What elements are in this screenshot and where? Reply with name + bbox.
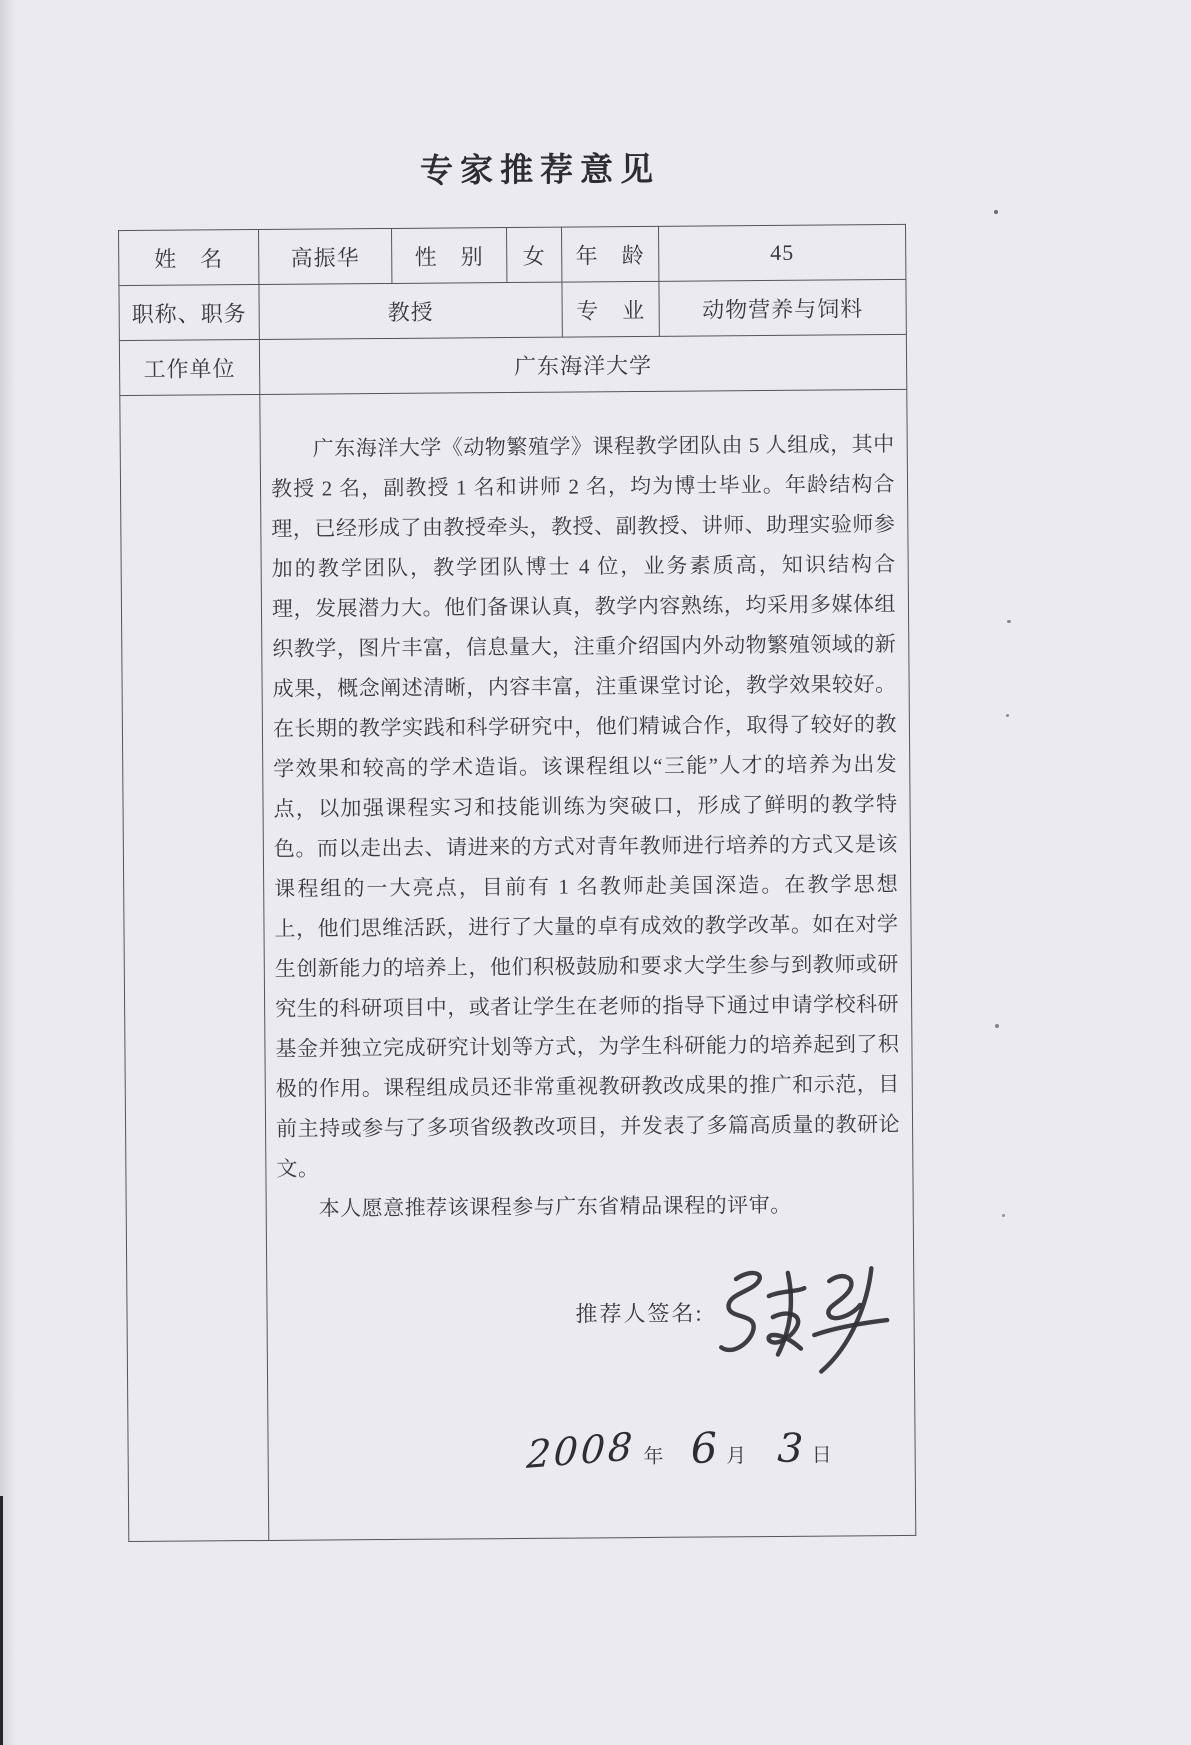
date-day-unit: 日 [811,1444,833,1467]
scan-speck [1007,620,1011,623]
date-year-value: 2008 [525,1424,637,1477]
date-month-unit: 月 [726,1445,748,1468]
major-value-cell: 动物营养与饲料 [659,279,906,336]
opinion-body-cell [260,389,916,1540]
recommendation-form-table [118,224,916,1542]
age-label-cell: 年 龄 [562,226,659,282]
date-row [278,1422,902,1476]
scan-speck [1002,1214,1005,1217]
work-unit-label-cell: 工作单位 [119,339,259,395]
signature-label: 推荐人签名: [575,1300,704,1327]
opinion-paragraph-2: 本人愿意推荐该课程参与广东省精品课程的评审。 [318,1192,792,1221]
age-value-cell: 45 [658,224,905,281]
row-opinion-body [120,389,916,1541]
scan-speck [1006,714,1009,717]
row-title-major [119,279,906,340]
major-label-cell: 专 业 [562,281,659,337]
work-unit-value-cell: 广东海洋大学 [259,334,906,394]
row-name-gender-age [119,224,906,285]
name-label-cell: 姓 名 [119,229,259,285]
scan-edge-shadow [0,0,16,1745]
scan-speck [994,210,998,214]
signature-row [277,1266,902,1357]
scan-speck [995,1024,999,1028]
scan-edge-strip [0,1496,3,1745]
opinion-paragraph-1: 广东海洋大学《动物繁殖学》课程教学团队由 5 人组成，其中教授 2 名，副教授 1 名和讲师 2 名，均为博士毕业。年龄结构合理，已经形成了由教授牵头，教授、副教授、讲师、助理实验师参加的教学团队，教学团队博士 4 位，业务素质高，知识结构合理，发展潜力大。他们备课认真，教学内容熟练，均采用多媒体组织教学，图片丰富，信息量大，注重介绍国内外动物繁殖领域的新成果，概念阐述清晰，内容丰富，注重课堂讨论，教学效果较好。在长期的教学实践和科学研究中，他们精诚合作，取得了较好的教学效果和较高的学术造诣。该课程组以“三能”人才的培养为出发点，以加强课程实习和技能训练为突破口，形成了鲜明的教学特色。而以走出去、请进来的方式对青年教师进行培养的方式又是该课程组的一大亮点，目前有 1 名教师赴美国深造。在教学思想上，他们思维活跃，进行了大量的卓有成效的教学改革。如在对学生创新能力的培养上，他们积极鼓励和要求大学生参与到教师或研究生的科研项目中，或者让学生在老师的指导下通过申请学校科研基金并独立完成研究计划等方式，为学生科研能力的培养起到了积极的作用。课程组成员还非常重视教研教改成果的推广和示范，目前主持或参与了多项省级教改项目，并发表了多篇高质量的教研论文。 [270,432,901,1181]
signature-handwriting [707,1260,900,1382]
date-month-value: 6 [689,1422,720,1474]
title-position-label-cell: 职称、职务 [119,284,259,340]
row-work-unit [119,334,906,395]
date-day-value: 3 [776,1425,805,1473]
gender-label-cell: 性 别 [392,228,507,284]
date-year-unit: 年 [643,1445,665,1469]
title-position-value-cell: 教授 [259,282,562,339]
body-left-margin-cell [120,394,269,1541]
gender-value-cell: 女 [507,227,562,282]
name-value-cell: 高振华 [259,228,392,284]
page-title: 专家推荐意见 [419,152,661,190]
